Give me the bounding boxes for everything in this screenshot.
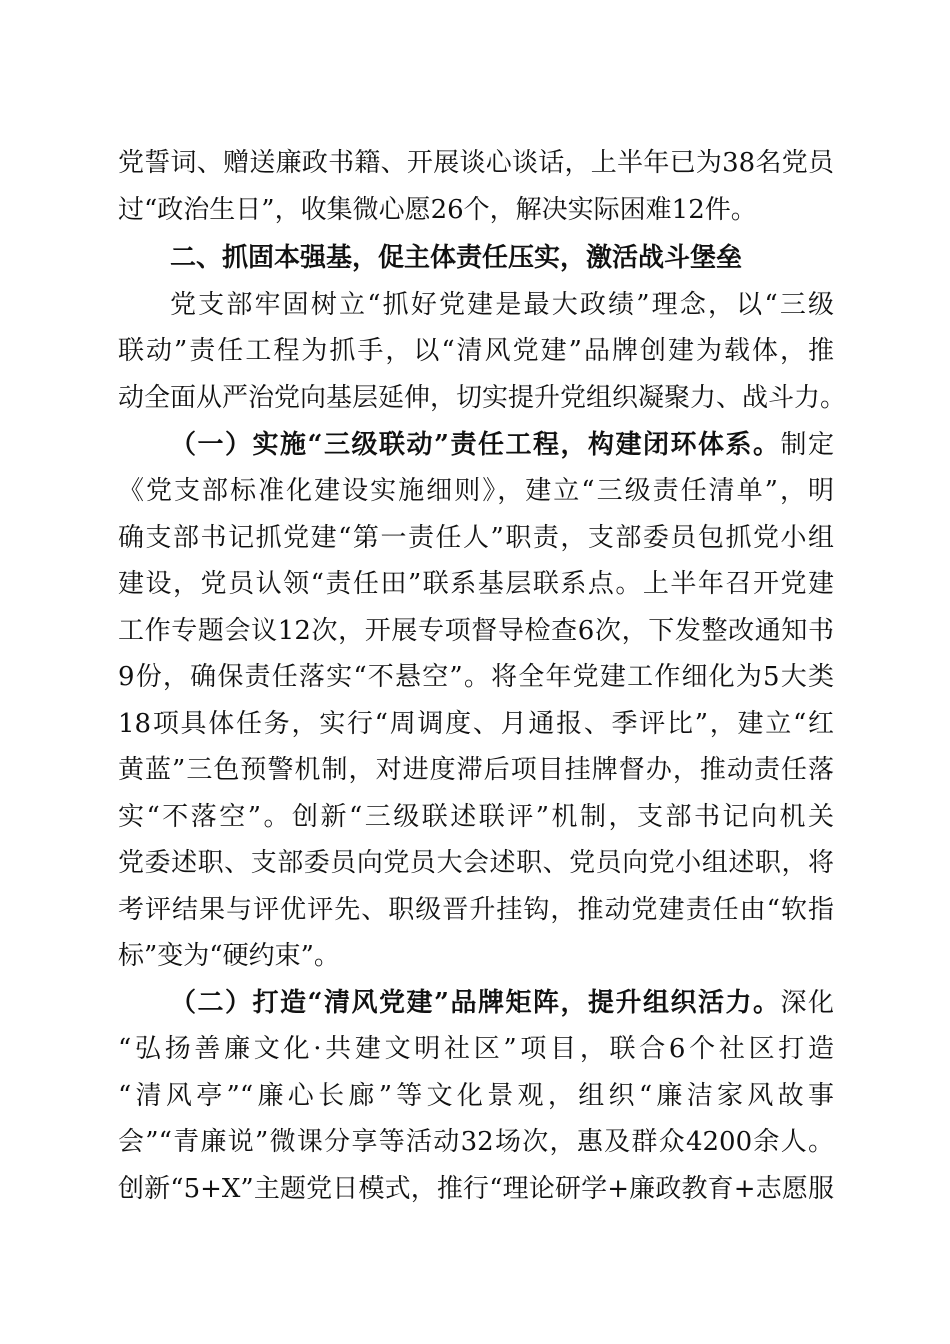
body-text-line: 创新“5+X”主题党日模式，推行“理论研学+廉政教育+志愿服 bbox=[118, 1174, 834, 1204]
subsection-text: 制定 bbox=[780, 430, 834, 460]
body-text-line: 联动”责任工程为抓手，以“清风党建”品牌创建为载体，推 bbox=[118, 336, 834, 366]
body-text-line: 《党支部标准化建设实施细则》，建立“三级责任清单”，明 bbox=[118, 476, 834, 506]
subsection-title: （一）实施“三级联动”责任工程，构建闭环体系。 bbox=[170, 430, 781, 460]
body-text-line: “清风亭”“廉心长廊”等文化景观，组织“廉洁家风故事 bbox=[118, 1081, 834, 1111]
body-text-line: 动全面从严治党向基层延伸，切实提升党组织凝聚力、战斗力。 bbox=[118, 383, 847, 413]
body-text-line: 标”变为“硬约束”。 bbox=[118, 941, 340, 971]
body-text-line: 党支部牢固树立“抓好党建是最大政绩”理念，以“三级 bbox=[170, 290, 834, 320]
section-heading: 二、抓固本强基，促主体责任压实，激活战斗堡垒 bbox=[170, 243, 743, 273]
body-text-line: 考评结果与评优评先、职级晋升挂钩，推动党建责任由“软指 bbox=[118, 895, 834, 925]
body-text-line: 确支部书记抓党建“第一责任人”职责，支部委员包抓党小组 bbox=[118, 523, 834, 553]
body-text-line: 9份，确保责任落实“不悬空”。将全年党建工作细化为5大类 bbox=[118, 662, 834, 692]
body-text-line: 建设，党员认领“责任田”联系基层联系点。上半年召开党建 bbox=[118, 569, 834, 599]
subsection-first-line bbox=[170, 990, 834, 1016]
body-text-line: 实“不落空”。创新“三级联述联评”机制，支部书记向机关 bbox=[118, 802, 834, 832]
body-text-line: 18项具体任务，实行“周调度、月通报、季评比”，建立“红 bbox=[118, 709, 834, 739]
subsection-first-line bbox=[170, 432, 834, 458]
body-text-line: 工作专题会议12次，开展专项督导检查6次，下发整改通知书 bbox=[118, 616, 834, 646]
body-text-line: 党誓词、赠送廉政书籍、开展谈心谈话，上半年已为38名党员 bbox=[118, 148, 834, 178]
body-text-line: 黄蓝”三色预警机制，对进度滞后项目挂牌督办，推动责任落 bbox=[118, 755, 834, 785]
body-text-line: “弘扬善廉文化·共建文明社区”项目，联合6个社区打造 bbox=[118, 1034, 834, 1064]
subsection-text: 深化 bbox=[780, 988, 834, 1018]
body-text-line: 会”“青廉说”微课分享等活动32场次，惠及群众4200余人。 bbox=[118, 1127, 834, 1157]
body-text-line: 党委述职、支部委员向党员大会述职、党员向党小组述职，将 bbox=[118, 848, 834, 878]
subsection-title: （二）打造“清风党建”品牌矩阵，提升组织活力。 bbox=[170, 988, 781, 1018]
body-text-line: 过“政治生日”，收集微心愿26个，解决实际困难12件。 bbox=[118, 195, 757, 225]
